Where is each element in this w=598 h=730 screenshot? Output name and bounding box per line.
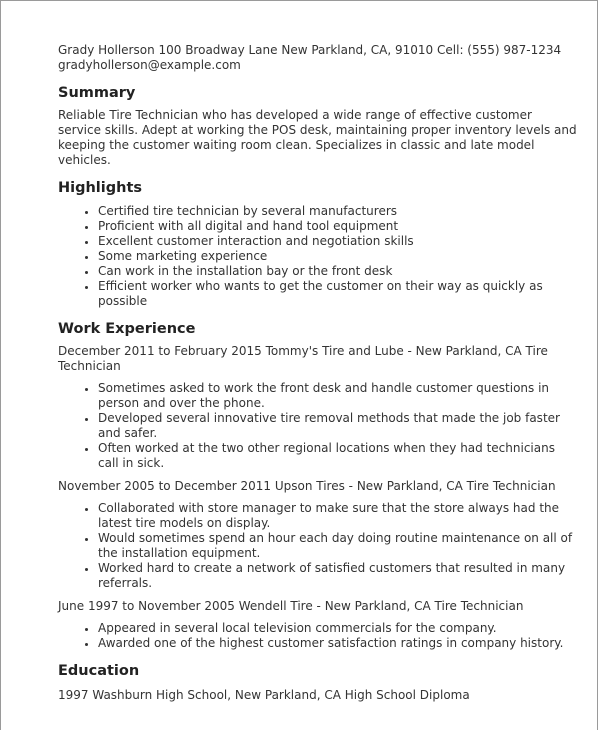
highlight-item: • Excellent customer interaction and negotiation skills xyxy=(97,234,577,249)
job-bullet: • Awarded one of the highest customer satisfaction ratings in company history. xyxy=(97,636,577,651)
job-bullet: • Would sometimes spend an hour each day doing routine maintenance on all of the installation equipment. xyxy=(97,531,577,561)
job-bullet: • Often worked at the two other regional locations when they had technicians call in sick. xyxy=(97,441,577,471)
highlight-item: • Some marketing experience xyxy=(97,249,577,264)
contact-line: Grady Hollerson 100 Broadway Lane New Parkland, CA, 91010 Cell: (555) 987-1234 xyxy=(58,43,562,57)
experience-heading: Work Experience xyxy=(58,321,196,337)
job-bullets xyxy=(58,501,577,591)
job-bullet: • Worked hard to create a network of satisfied customers that resulted in many referrals. xyxy=(97,561,577,591)
education-section xyxy=(58,662,577,703)
highlights-heading: Highlights xyxy=(58,180,143,196)
highlights-list xyxy=(58,204,577,309)
job-title: June 1997 to November 2005 Wendell Tire - New Parkland, CA Tire Technician xyxy=(58,599,524,613)
highlight-item: • Certified tire technician by several manufacturers xyxy=(97,204,577,219)
job-bullet: • Collaborated with store manager to make sure that the store always had the latest tire models on display. xyxy=(97,501,577,531)
job-bullet: • Developed several innovative tire removal methods that made the job faster and safer. xyxy=(97,411,577,441)
contact-email: gradyhollerson@example.com xyxy=(58,58,241,72)
contact-block xyxy=(58,43,577,73)
job-bullets xyxy=(58,621,577,651)
highlight-item: • Proficient with all digital and hand tool equipment xyxy=(97,219,577,234)
education-text: 1997 Washburn High School, New Parkland, CA High School Diploma xyxy=(58,688,470,702)
job-bullets xyxy=(58,381,577,471)
education-heading: Education xyxy=(58,663,140,679)
highlight-item: • Can work in the installation bay or the front desk xyxy=(97,264,577,279)
highlights-section xyxy=(58,179,577,309)
summary-text: Reliable Tire Technician who has developed a wide range of effective customer service skills. Adept at working the POS desk, maintaining proper inventory levels and keeping the customer waiting room clean. Specializes in classic and late model vehicles. xyxy=(58,108,577,167)
summary-heading: Summary xyxy=(58,85,136,101)
highlight-item: • Efficient worker who wants to get the customer on their way as quickly as possible xyxy=(97,279,577,309)
job-bullet: • Appeared in several local television commercials for the company. xyxy=(97,621,577,636)
experience-section xyxy=(58,320,577,651)
job-title: December 2011 to February 2015 Tommy's Tire and Lube - New Parkland, CA Tire Technician xyxy=(58,344,548,373)
job-title: November 2005 to December 2011 Upson Tires - New Parkland, CA Tire Technician xyxy=(58,479,556,493)
job-bullet: • Sometimes asked to work the front desk and handle customer questions in person and over the phone. xyxy=(97,381,577,411)
summary-section xyxy=(58,84,577,168)
